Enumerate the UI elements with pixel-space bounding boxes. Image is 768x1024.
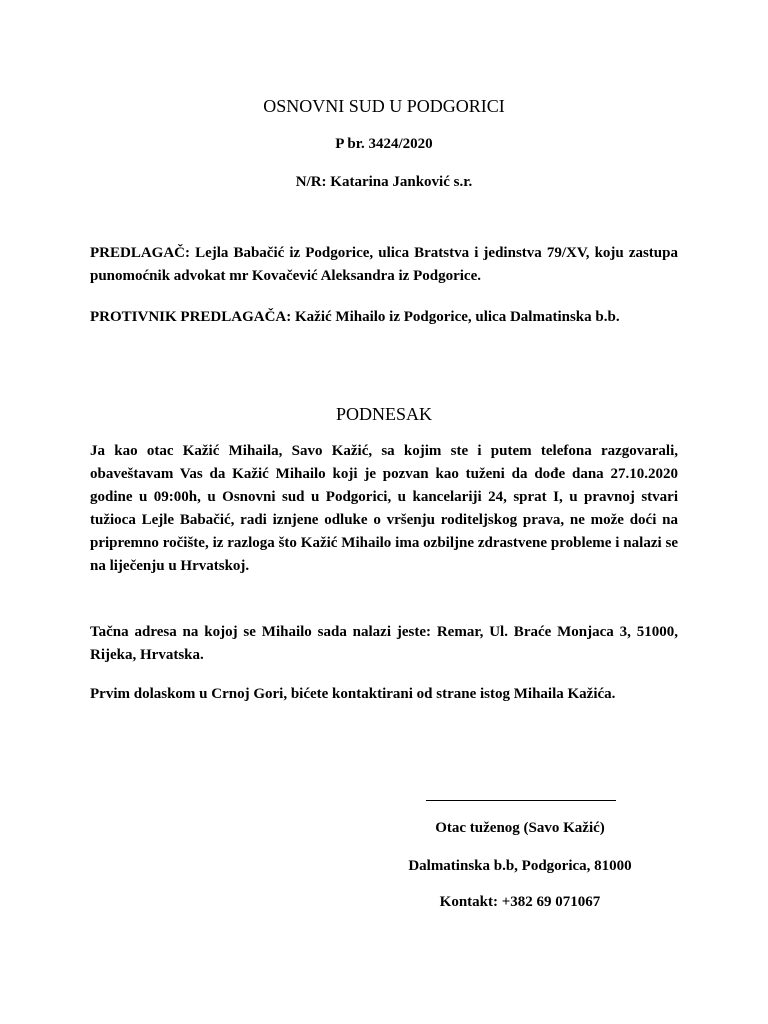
signature-contact: Kontakt: +382 69 071067 bbox=[439, 894, 601, 910]
body-paragraph-1: Ja kao otac Kažić Mihaila, Savo Kažić, sa kojim ste i putem telefona razgovarali, obaveštavam Vas da Kažić Mihailo koji je pozvan kao tuženi da dođe dana 27.10.2020 godine u 09:00h, u Osnovni sud u Podgorici, u kancelariji 24, sprat I, u pravnoj stvari tužioca Lejle Babačić, radi iznjene odluke o vršenju roditeljskog prava, ne može doći na pripremno ročište, iz razloga što Kažić Mihailo ima ozbiljne zdrastvene probleme i nalazi se na liječenju u Hrvatskoj. bbox=[90, 443, 678, 574]
body-paragraph-3: Prvim dolaskom u Crnoj Gori, bićete kontaktirani od strane istog Mihaila Kažića. bbox=[90, 686, 616, 702]
signature-name: Otac tuženog (Savo Kažić) bbox=[435, 820, 605, 836]
court-title: OSNOVNI SUD U PODGORICI bbox=[263, 96, 505, 116]
opponent-paragraph: PROTIVNIK PREDLAGAČA: Kažić Mihailo iz Podgorice, ulica Dalmatinska b.b. bbox=[90, 309, 620, 325]
signature-address: Dalmatinska b.b, Podgorica, 81000 bbox=[408, 858, 632, 874]
proposer-paragraph: PREDLAGAČ: Lejla Babačić iz Podgorice, ulica Bratstva i jedinstva 79/XV, koju zastupa punomoćnik advokat mr Kovačević Aleksandra iz Podgorice. bbox=[90, 245, 678, 284]
case-number: P br. 3424/2020 bbox=[335, 136, 433, 152]
document-title: PODNESAK bbox=[335, 404, 432, 424]
signature-line bbox=[426, 800, 616, 801]
body-paragraph-2: Tačna adresa na kojoj se Mihailo sada nalazi jeste: Remar, Ul. Braće Monjaca 3, 51000, Rijeka, Hrvatska. bbox=[90, 624, 678, 663]
recipient-line: N/R: Katarina Janković s.r. bbox=[295, 174, 473, 190]
